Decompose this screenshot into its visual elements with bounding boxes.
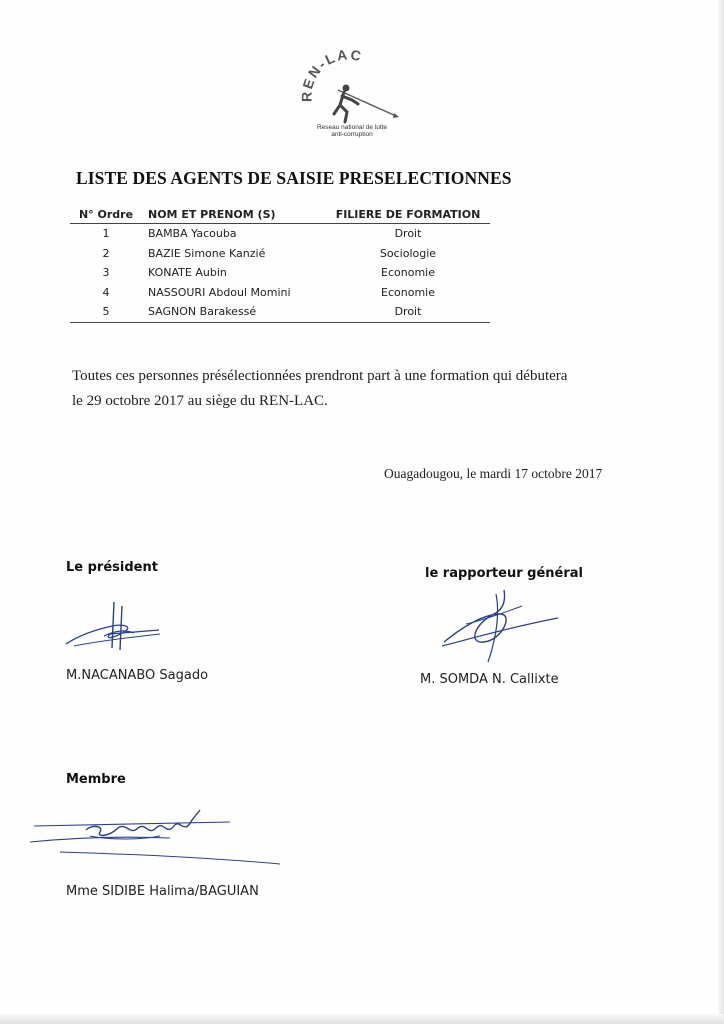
row-filiere: Sociologie — [379, 246, 437, 260]
row-num: 5 — [70, 302, 142, 322]
header-name: NOM ET PRENOM (S) — [142, 205, 326, 224]
rapporteur-name: M. SOMDA N. Callixte — [420, 672, 559, 687]
row-name: BAMBA Yacouba — [148, 227, 237, 241]
president-name: M.NACANABO Sagado — [66, 668, 209, 683]
president-role: Le président — [66, 560, 158, 575]
membre-name: Mme SIDIBE Halima/BAGUIAN — [66, 884, 259, 899]
president-signature — [64, 600, 174, 655]
row-num: 4 — [102, 285, 110, 299]
row-num: 1 — [102, 227, 110, 241]
table-header-row — [70, 205, 490, 224]
body-paragraph — [72, 364, 642, 414]
membre-role: Membre — [66, 772, 126, 787]
table-row — [70, 224, 490, 244]
row-name: KONATE Aubin — [148, 266, 227, 280]
rapporteur-signature — [436, 584, 566, 664]
row-name: BAZIE Simone Kanzié — [148, 246, 266, 260]
logo-caption-line2: anti-corruption — [331, 131, 373, 138]
header-num: N° Ordre — [70, 205, 142, 224]
row-name: SAGNON Barakessé — [142, 302, 326, 322]
page-edge-shadow — [718, 0, 724, 1024]
date-line: Ouagadougou, le mardi 17 octobre 2017 — [384, 466, 603, 481]
row-num: 2 — [102, 246, 110, 260]
table-row — [70, 263, 490, 283]
paragraph-line1: Toutes ces personnes présélectionnées prendront part à une formation qui débutera — [72, 368, 568, 384]
document-title: LISTE DES AGENTS DE SAISIE PRESELECTIONNES — [76, 168, 512, 188]
row-name: NASSOURI Abdoul Momini — [148, 285, 291, 299]
table-row — [70, 283, 490, 303]
logo-caption-line1: Reseau national de lutte — [316, 124, 388, 131]
paragraph-line2: le 29 octobre 2017 au siège du REN-LAC. — [72, 393, 328, 409]
table-row — [70, 244, 490, 264]
row-filiere: Economie — [381, 285, 435, 299]
table-row — [70, 302, 490, 322]
row-num: 3 — [102, 266, 110, 280]
rapporteur-role: le rapporteur général — [425, 566, 583, 581]
agents-table — [70, 205, 490, 323]
page-edge-shadow-bottom — [0, 1014, 724, 1024]
logo-text: REN-LAC — [298, 50, 365, 103]
svg-text:REN-LAC — [298, 50, 364, 102]
membre-signature — [30, 806, 290, 868]
row-filiere: Droit — [326, 302, 490, 322]
header-filiere: FILIERE DE FORMATION — [326, 205, 490, 224]
logo-caption — [300, 124, 404, 138]
row-filiere: Droit — [394, 227, 422, 241]
row-filiere: Economie — [381, 266, 435, 280]
